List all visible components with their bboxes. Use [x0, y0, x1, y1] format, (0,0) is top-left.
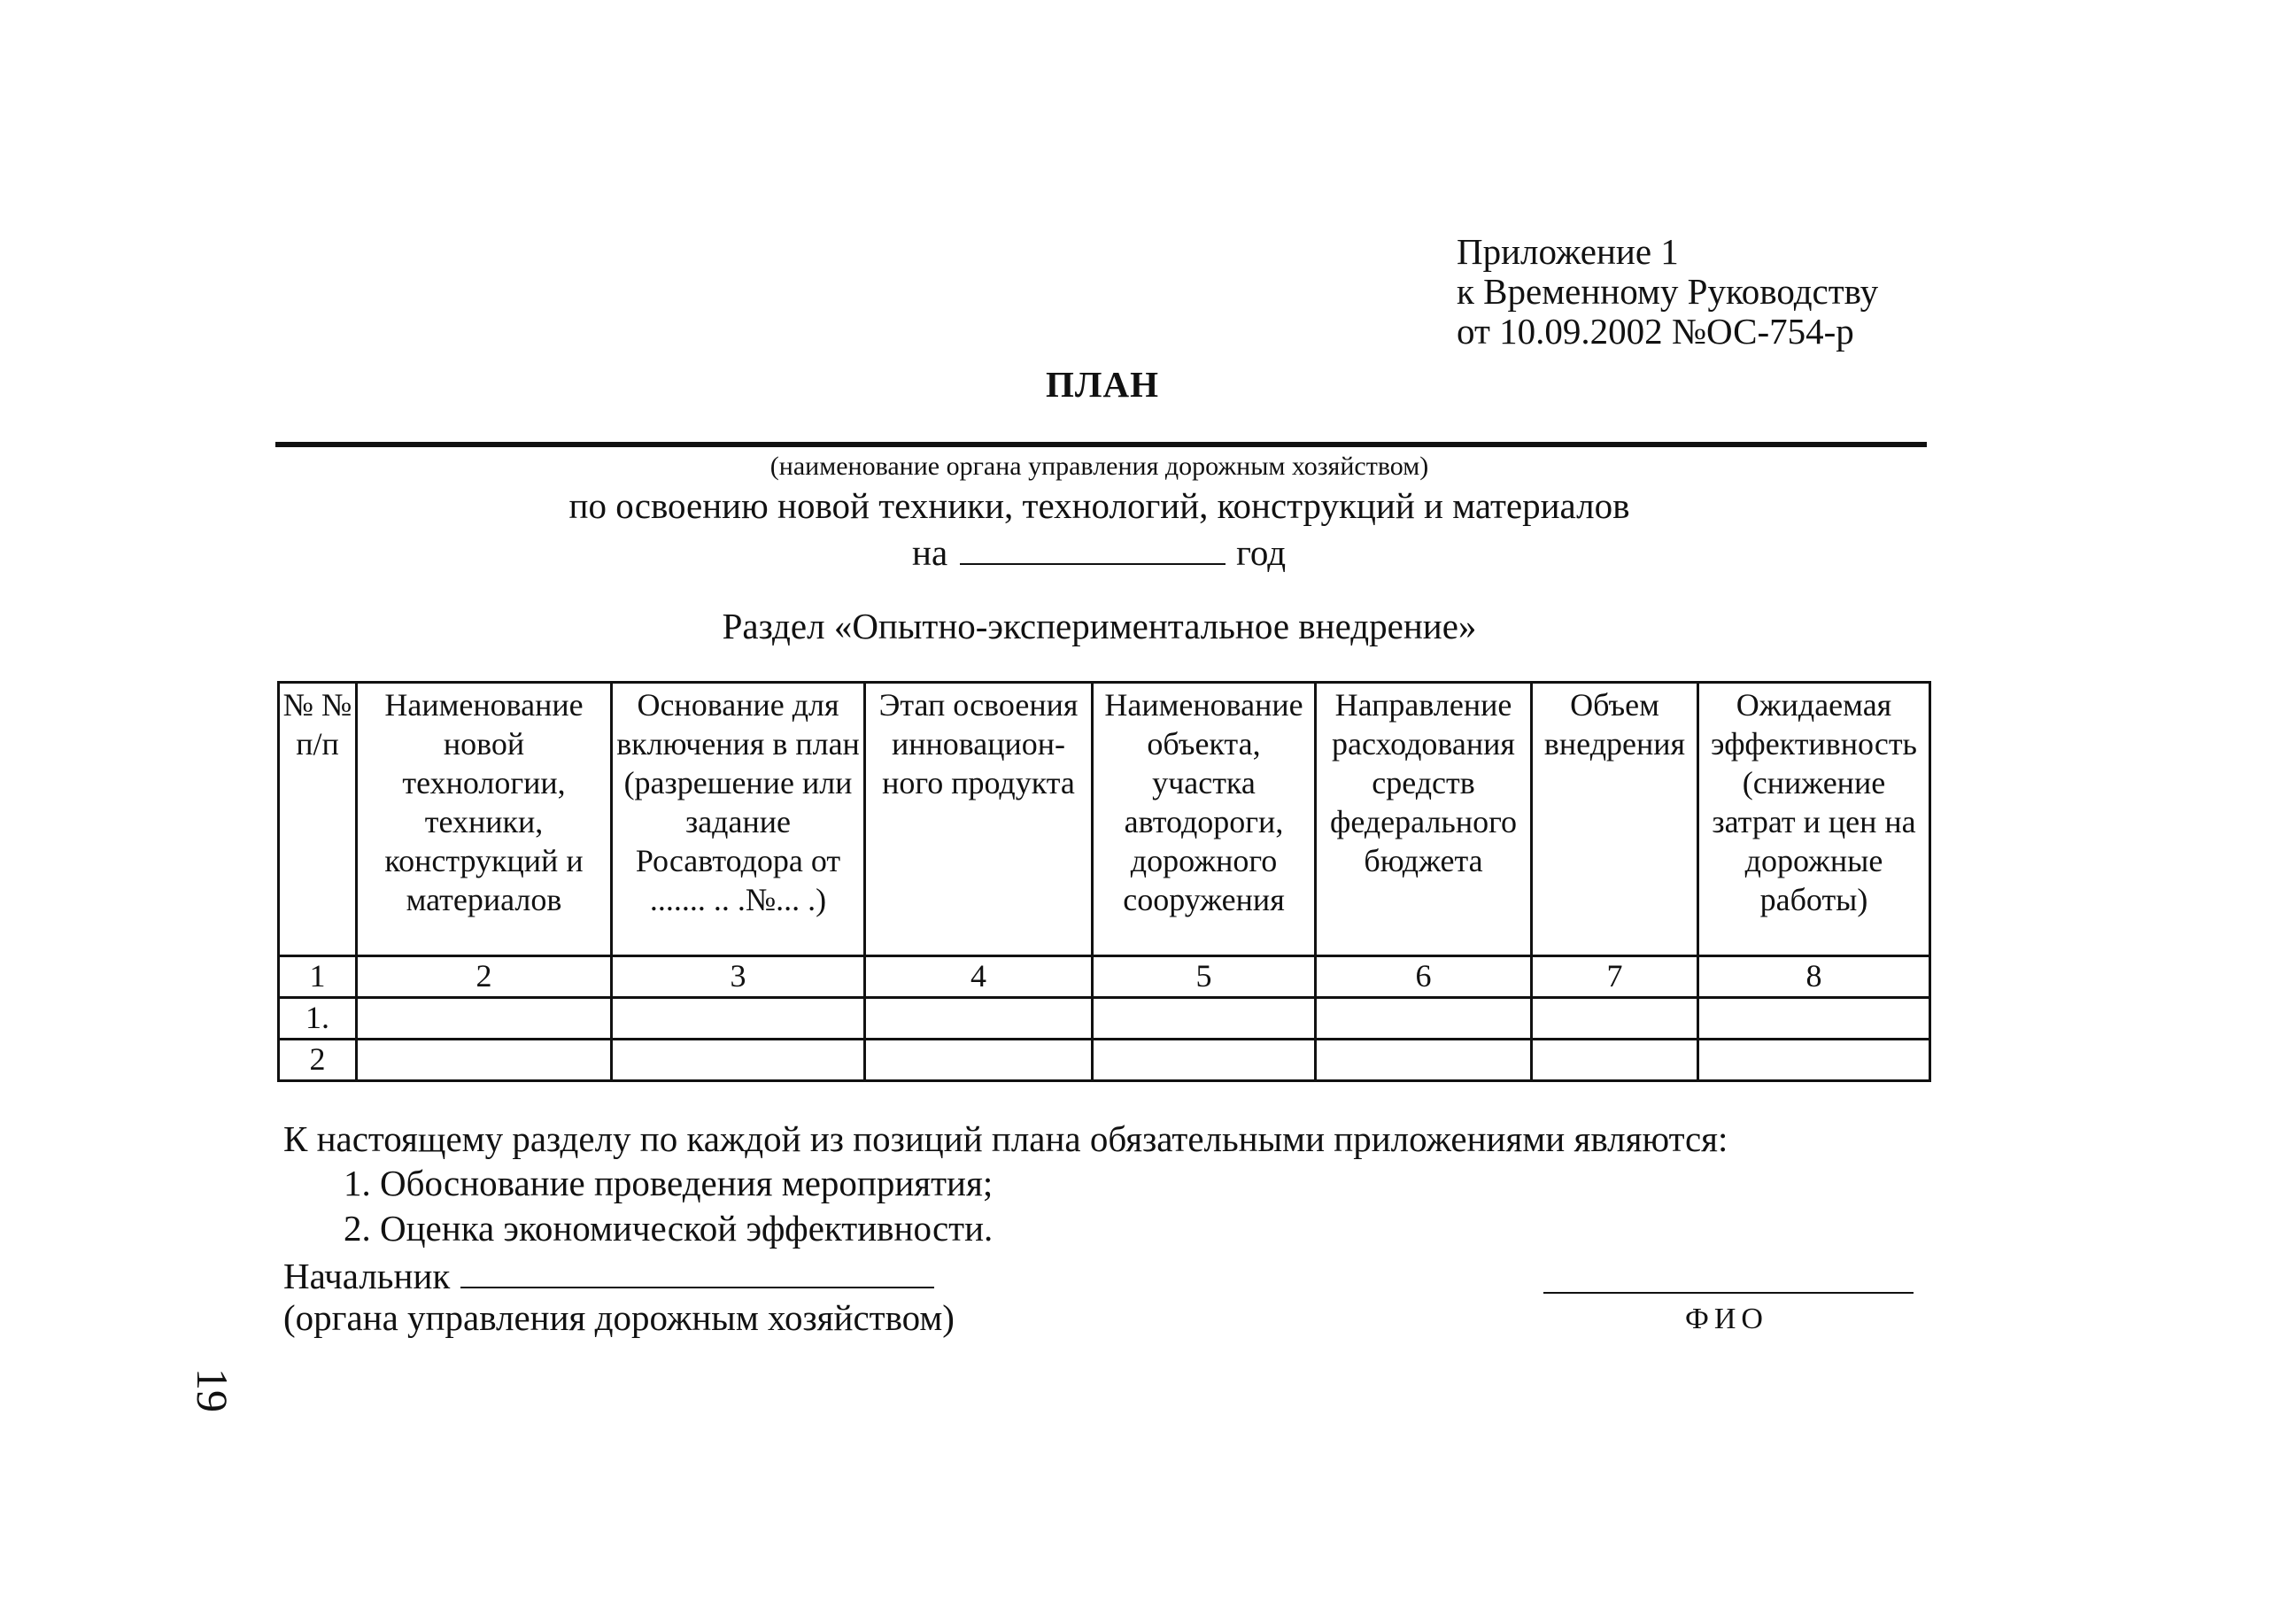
header-cell-budget-direction: Направление расходования средств федерального бюджета — [1316, 683, 1532, 956]
table-cell — [1532, 998, 1698, 1040]
header-cell-volume: Объем внедрения — [1532, 683, 1698, 956]
column-number: 3 — [612, 956, 865, 998]
table-row — [279, 998, 1930, 1040]
year-blank-field — [960, 530, 1226, 565]
column-number: 7 — [1532, 956, 1698, 998]
year-suffix: год — [1236, 532, 1287, 573]
appendix-line-3: от 10.09.2002 №ОС-754-р — [1457, 311, 1854, 352]
table-row — [279, 1040, 1930, 1081]
fio-caption: ФИО — [1685, 1303, 1768, 1335]
page-number: 19 — [188, 1368, 237, 1412]
column-number: 4 — [865, 956, 1093, 998]
chief-label: Начальник — [283, 1256, 451, 1296]
table-cell — [612, 1040, 865, 1081]
table-cell: 1. — [279, 998, 357, 1040]
attachments-note: К настоящему разделу по каждой из позиций плана обязательными приложениями являются: — [283, 1118, 1728, 1159]
table-header-row — [279, 683, 1930, 956]
header-cell-technology-name: Наименование новой технологии, техники, конструкций и материалов — [357, 683, 612, 956]
table-cell — [1316, 998, 1532, 1040]
organization-name-caption: (наименование органа управления дорожным хозяйством) — [769, 452, 1429, 481]
year-prefix: на — [912, 532, 948, 573]
year-line — [912, 530, 1286, 573]
header-cell-basis: Основание для включения в план (разрешение или задание Росавтодора от ....... .. .№... .) — [612, 683, 865, 956]
table-cell — [1698, 998, 1930, 1040]
column-number: 2 — [357, 956, 612, 998]
table-cell — [357, 1040, 612, 1081]
table-cell — [357, 998, 612, 1040]
attachment-item-2: 2. Оценка экономической эффективности. — [344, 1208, 994, 1249]
table-cell — [1532, 1040, 1698, 1081]
table-cell — [1698, 1040, 1930, 1081]
header-cell-object-name: Наименование объекта, участка автодороги, дорожного сооружения — [1093, 683, 1316, 956]
table-cell — [865, 998, 1093, 1040]
column-number: 8 — [1698, 956, 1930, 998]
column-number: 1 — [279, 956, 357, 998]
organization-name-line — [275, 442, 1927, 447]
header-cell-number: № № п/п — [279, 683, 357, 956]
chief-signature-line — [283, 1253, 934, 1296]
appendix-line-1: Приложение 1 — [1457, 231, 1679, 272]
table-cell — [1093, 998, 1316, 1040]
attachment-item-1: 1. Обоснование проведения мероприятия; — [344, 1163, 994, 1203]
table-cell: 2 — [279, 1040, 357, 1081]
column-number: 5 — [1093, 956, 1316, 998]
signature-line — [1543, 1292, 1914, 1294]
section-title: Раздел «Опытно-экспериментальное внедрение» — [722, 606, 1477, 646]
plan-table — [277, 681, 1931, 1082]
table-cell — [612, 998, 865, 1040]
appendix-reference — [1457, 232, 1878, 352]
column-number-row — [279, 956, 1930, 998]
document-title: ПЛАН — [1046, 364, 1159, 405]
header-cell-efficiency: Ожидаемая эффективность (снижение затрат и цен на дорожные работы) — [1698, 683, 1930, 956]
chief-caption: (органа управления дорожным хозяйством) — [283, 1297, 955, 1338]
table-cell — [865, 1040, 1093, 1081]
header-cell-stage: Этап освоения инновацион-ного продукта — [865, 683, 1093, 956]
chief-blank-field — [460, 1253, 934, 1288]
column-number: 6 — [1316, 956, 1532, 998]
document-subtitle: по освоению новой техники, технологий, конструкций и материалов — [568, 485, 1630, 526]
table-cell — [1093, 1040, 1316, 1081]
table-cell — [1316, 1040, 1532, 1081]
appendix-line-2: к Временному Руководству — [1457, 271, 1879, 312]
